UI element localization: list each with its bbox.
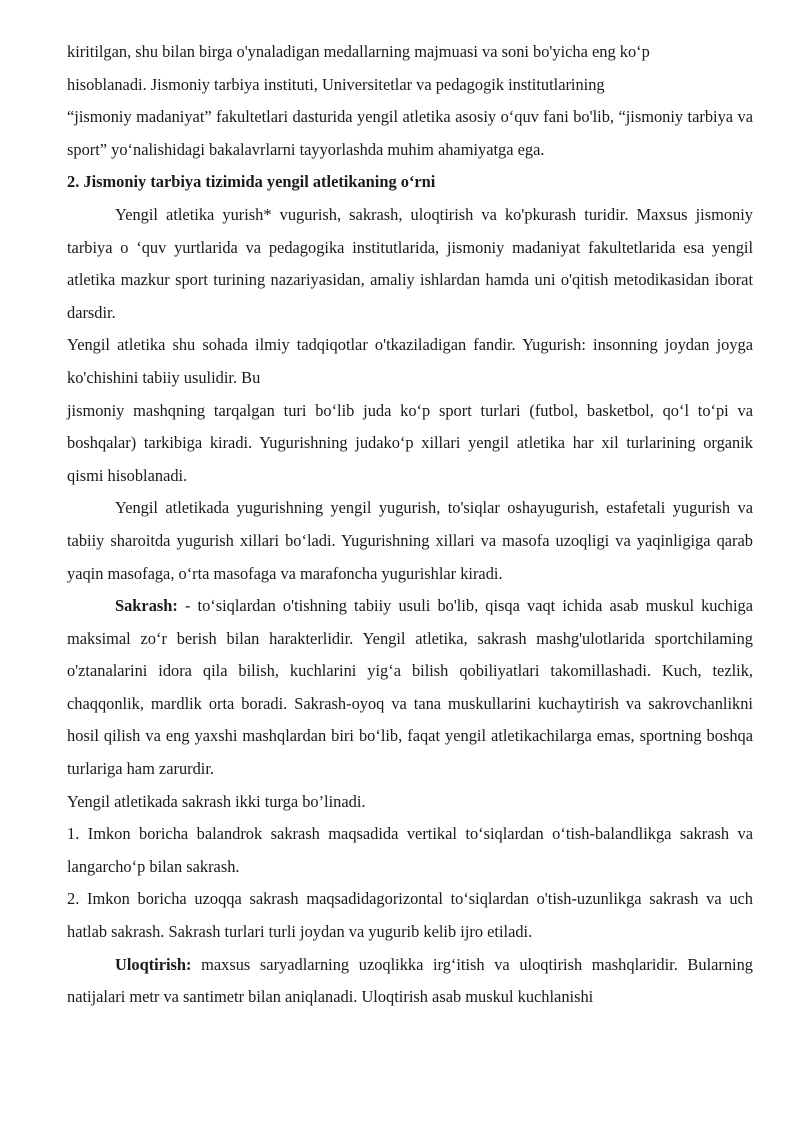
term-label: Uloqtirish: bbox=[115, 954, 192, 974]
paragraph: “jismoniy madaniyat” fakultetlari dasturida yengil atletika asosiy o‘quv fani bo'lib, “jismoniy tarbiya va sport” yo‘nalishidagi bakalavrlarni tayyorlashda muhim ahamiyatga ega. bbox=[67, 107, 753, 159]
list-item: 1. Imkon boricha balandrok sakrash maqsadida vertikal to‘siqlardan o‘tish-balandlikga sakrash va langarcho‘p bilan sakrash. bbox=[67, 824, 753, 876]
paragraph bbox=[67, 949, 753, 1014]
term-text: - to‘siqlardan o'tishning tabiiy usuli bo'lib, qisqa vaqt ichida asab muskul kuchiga maksimal zo‘r berish bilan harakterlidir. Yengil atletika, sakrash mashg'ulotlarida sportchilaming o'ztanalarini idora qila bilish, kuchlarini yig‘a bilish qobiliyatlari takomillashadi. Kuch, tezlik, chaqqonlik, mardlik orta boradi. Sakrash-oyoq va tana muskullarini kuchaytirish va sakrovchanlikni hosil qilish va eng yaxshi mashqlardan biri bo‘lib, faqat yengil atletikachilarga emas, sportning boshqa turlariga ham zarurdir. bbox=[67, 596, 753, 779]
list-item: 2. Imkon boricha uzoqqa sakrash maqsadidagorizontal to‘siqlardan o'tish-uzunlikga sakrash va uch hatlab sakrash. Sakrash turlari turli joydan va yugurib kelib ijro etiladi. bbox=[67, 889, 753, 942]
paragraph: Yengil atletikada yugurishning yengil yugurish, to'siqlar oshayugurish, estafetali yugurish va tabiiy sharoitda yugurish xillari bo‘ladi. Yugurishning xillari va masofa uzoqligi va yaqinligiga qarab yaqin masofaga, o‘rta masofaga va marafoncha yugurishlar kiradi. bbox=[67, 498, 753, 583]
document-page bbox=[67, 36, 753, 1014]
term-text: maxsus saryadlarning uzoqlikka irg‘itish va uloqtirish mashqlaridir. Bularning natijalari metr va santimetr bilan aniqlanadi. Uloqtirish asab muskul kuchlanishi bbox=[67, 954, 753, 1007]
paragraph bbox=[67, 590, 753, 786]
section-heading: 2. Jismoniy tarbiya tizimida yengil atletikaning o‘rni bbox=[67, 172, 436, 192]
paragraph: Yengil atletika yurish* vugurish, sakrash, uloqtirish va ko'pkurash turidir. Maxsus jismoniy tarbiya o ‘quv yurtlarida va pedagogika institutlarida, jismoniy madaniyat fakultetlarida esa yengil atletika mazkur sport turining nazariyasidan, amaliy ishlardan hamda uni o'qitish metodikasidan iborat darsdir. bbox=[67, 204, 753, 322]
term-label: Sakrash: bbox=[115, 596, 178, 616]
paragraph: Yengil atletikada sakrash ikki turga bo’linadi. bbox=[67, 791, 366, 811]
paragraph: jismoniy mashqning tarqalgan turi bo‘lib juda ko‘p sport turlari (futbol, basketbol, qo‘l to‘pi va boshqalar) tarkibiga kiradi. Yugurishning judako‘p xillari yengil atletika har xil turlarining organik qismi hisoblanadi. bbox=[67, 400, 753, 485]
paragraph-line: kiritilgan, shu bilan birga o'ynaladigan medallarning majmuasi va soni bo'yicha eng ko‘p bbox=[67, 42, 650, 61]
paragraph: Yengil atletika shu sohada ilmiy tadqiqotlar o'tkaziladigan fandir. Yugurish: insonning joydan joyga ko'chishini tabiiy usulidir. Bu bbox=[67, 335, 753, 387]
paragraph-line: hisoblanadi. Jismoniy tarbiya instituti, Universitetlar va pedagogik institutlarining bbox=[67, 74, 605, 94]
